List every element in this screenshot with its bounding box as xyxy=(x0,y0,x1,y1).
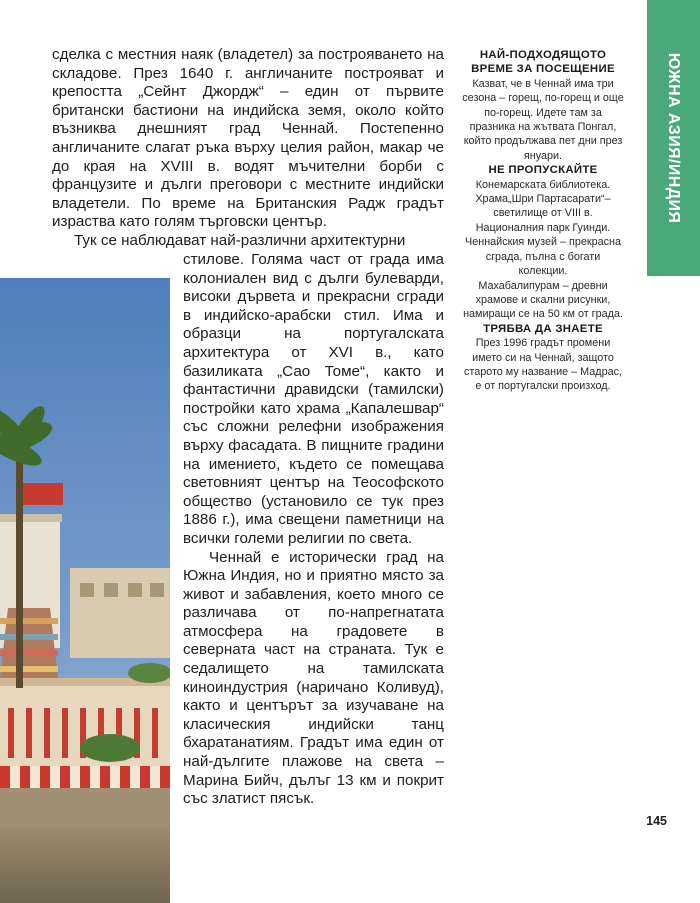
best-time-heading-line2: ВРЕМЕ ЗА ПОСЕЩЕНИЕ xyxy=(471,63,615,76)
info-sidebar xyxy=(462,48,624,394)
best-time-heading-line1: НАЙ-ПОДХОДЯЩОТО xyxy=(479,49,607,61)
need-to-know-text: През 1996 градът промени името си на Ченнай, защото старото му название – Мадрас, е от португалски произход. xyxy=(463,337,622,393)
section-tab xyxy=(647,0,700,276)
paragraph-chennai-life: Ченнай е исторически град на Южна Индия, но и приятно място за живот и забавления, което много се различава от по-напрегнатата атмосфера на градовете в северната част на страната. Тук е седалището на тамилската киноиндустрия (наричано Коливуд), както и центърът за изучаване на класическия индийски танц бхаратанатиям. Градът има един от най-дългите плажове на света – Марина Бийч, дълъг 13 км и покрит със златист пясък. xyxy=(183,548,444,808)
paragraph-architecture: стилове. Голяма част от града има колониален вид с дълги булеварди, високи дървета и прекрасни сгради в индийско-арабски стил. Има и образци на португалската архитектура от XVI в., като базиликата „Сао Томе“, както и фантастични дравидски (тамилски) постройки като храма „Капалешвар“ със сложни релефни изображения върху фасадата. В пищните градини на имението, където се помещава световният център на Теософското общество (установило се тук през 1886 г.), има свещени паметници на всички големи религии по света. xyxy=(183,251,444,547)
best-time-heading xyxy=(462,48,624,77)
dont-miss-text: Конемарската библиотека. Храма„Шри Партасарати“– светилище от VIII в. Националния парк Гуинди. Ченнайския музей – прекрасна сграда, пълна с богати колекции. xyxy=(465,178,621,278)
best-time-text: Казват, че в Ченнай има три сезона – горещ, по-горещ и още по-горещ. Идете там за празника на жътвата Понгал, който продължава пет дни през януари. xyxy=(462,77,624,162)
main-text-wrapped xyxy=(183,251,444,809)
need-to-know-heading: ТРЯБВА ДА ЗНАЕТЕ xyxy=(483,322,603,335)
dont-miss-text-2: Махабалипурам – древни храмове и скални рисунки, намиращи се на 50 км от града. xyxy=(463,279,623,321)
section-tab-label: ЮЖНА АЗИЯ/ИНДИЯ xyxy=(665,52,682,224)
chennai-photo-illustration xyxy=(0,278,170,903)
chennai-photo xyxy=(0,278,170,903)
dont-miss-heading: НЕ ПРОПУСКАЙТЕ xyxy=(488,164,598,177)
page-number: 145 xyxy=(646,814,667,828)
paragraph-history: сделка с местния наяк (владетел) за построяването на складове. През 1640 г. англичаните построяват и крепостта „Сейнт Джордж“ – един от първите британски бастиони на индийска земя, около който възниква днешният град Ченнай. Постепенно англичаните слагат ръка върху целия район, макар че до края на XVIII в. водят мъчителни борби с французите и дълги преговори с местните индийски владетели. По време на Британския Радж градът израства като голям търговски център. xyxy=(52,46,444,231)
paragraph-architecture-start: Тук се наблюдават най-различни архитектурни xyxy=(74,231,406,249)
main-text-top xyxy=(52,46,444,251)
